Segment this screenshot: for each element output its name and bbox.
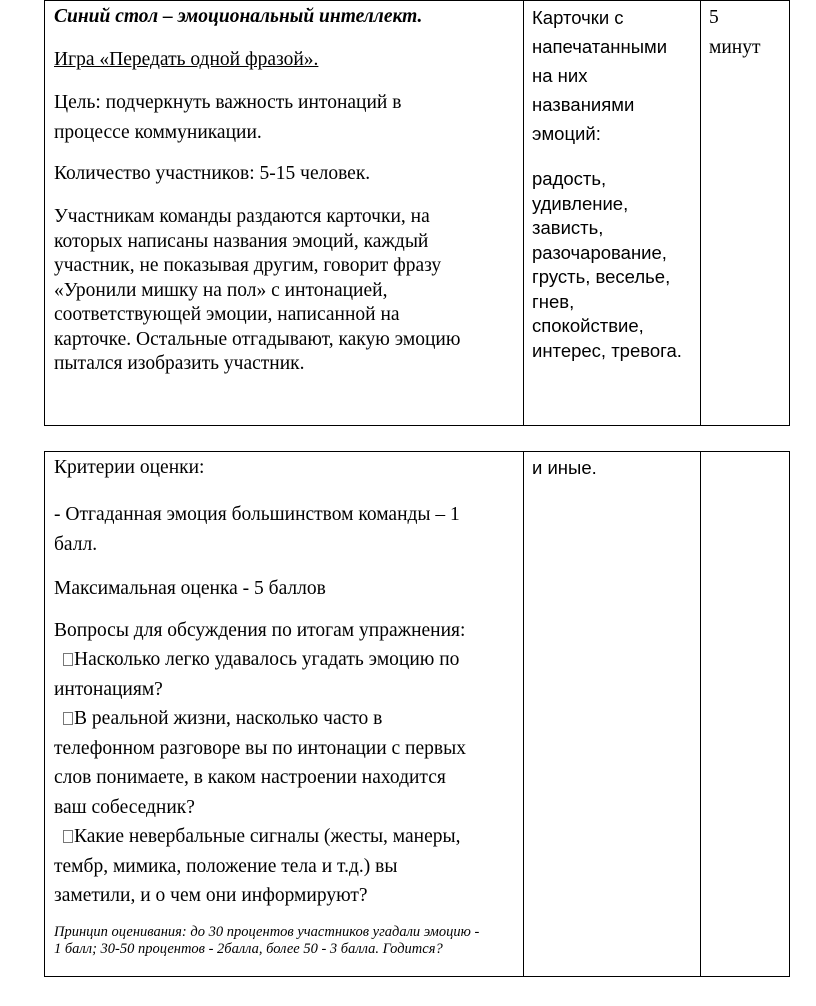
rules-line: которых написаны названия эмоций, каждый (54, 230, 429, 252)
criteria-line-2: балл. (54, 534, 98, 555)
rules-line: пытался изобразить участник. (54, 353, 305, 374)
activity-table-bottom (44, 451, 790, 977)
question-3-cont: заметили, и о чем они информируют? (54, 885, 368, 906)
scoring-note-line: Принцип оценивания: до 30 процентов участников угадали эмоцию - (54, 923, 480, 940)
emotion-item: спокойствие, (532, 315, 644, 336)
checkbox-bullet-icon (63, 653, 73, 666)
goal-line-2: процессе коммуникации. (54, 122, 262, 143)
checkbox-bullet-icon (63, 712, 73, 725)
question-3-cont: тембр, мимика, положение тела и т.д.) вы (54, 855, 398, 877)
question-2-cont: слов понимаете, в каком настроении находится (54, 767, 446, 788)
station-title: Синий стол – эмоциональный интеллект. (54, 6, 423, 27)
criteria-title: Критерии оценки: (54, 457, 205, 478)
emotions-list (532, 167, 694, 363)
scoring-note-line: 1 балл; 30-50 процентов - 2балла, более 50 - 3 балла. Годится? (54, 940, 443, 957)
rules-line: участник, не показывая другим, говорит фразу (54, 255, 442, 276)
goal-line-1: Цель: подчеркнуть важность интонаций в (54, 92, 402, 113)
question-2: В реальной жизни, насколько часто в (54, 704, 517, 734)
materials-cont-cell (524, 452, 701, 977)
rules-line: «Уронили мишку на пол» с интонацией, (54, 279, 388, 301)
checkbox-bullet-icon (63, 830, 73, 843)
materials-line: на них (532, 65, 588, 86)
materials-line: Карточки с (532, 7, 624, 28)
materials-label (532, 3, 694, 148)
scoring-note (54, 924, 517, 958)
question-1: Насколько легко удавалось угадать эмоцию по (54, 645, 517, 675)
emotion-item: гнев, (532, 290, 575, 312)
criteria-cell (45, 452, 524, 977)
time-cell (701, 1, 790, 426)
materials-continuation: и иные. (532, 457, 597, 478)
rules-line: карточке. Остальные отгадывают, какую эмоцию (54, 328, 461, 350)
time-unit: минут (709, 37, 761, 58)
emotion-item: удивление, (532, 192, 629, 214)
materials-line: напечатанными (532, 36, 668, 57)
materials-line: названиями (532, 94, 635, 115)
max-score: Максимальная оценка - 5 баллов (54, 578, 326, 599)
game-name: Игра «Передать одной фразой». (54, 49, 319, 70)
criteria-line-1: - Отгаданная эмоция большинством команды – 1 (54, 504, 460, 525)
emotion-item: зависть, (532, 217, 604, 238)
rules-line: Участникам команды раздаются карточки, на (54, 206, 430, 227)
rules-paragraph (54, 205, 517, 377)
participants-count: Количество участников: 5-15 человек. (54, 163, 371, 184)
time-cell-empty (701, 452, 790, 977)
materials-cell (524, 1, 701, 426)
emotion-item: грусть, веселье, (532, 266, 671, 287)
discussion-questions (54, 645, 517, 911)
description-cell (45, 1, 524, 426)
emotion-item: радость, (532, 168, 607, 189)
rules-line: соответствующей эмоции, написанной на (54, 304, 400, 325)
activity-table-top (44, 0, 790, 426)
question-1-cont: интонациям? (54, 678, 163, 700)
questions-title: Вопросы для обсуждения по итогам упражнения: (54, 620, 466, 641)
time-value: 5 (709, 7, 719, 28)
question-2-cont: телефонном разговоре вы по интонации с первых (54, 737, 466, 759)
emotion-item: разочарование, (532, 241, 667, 263)
question-2-cont: ваш собеседник? (54, 796, 195, 818)
materials-line: эмоций: (532, 123, 601, 144)
question-3: Какие невербальные сигналы (жесты, манеры, (54, 822, 517, 852)
emotion-item: интерес, тревога. (532, 339, 682, 361)
